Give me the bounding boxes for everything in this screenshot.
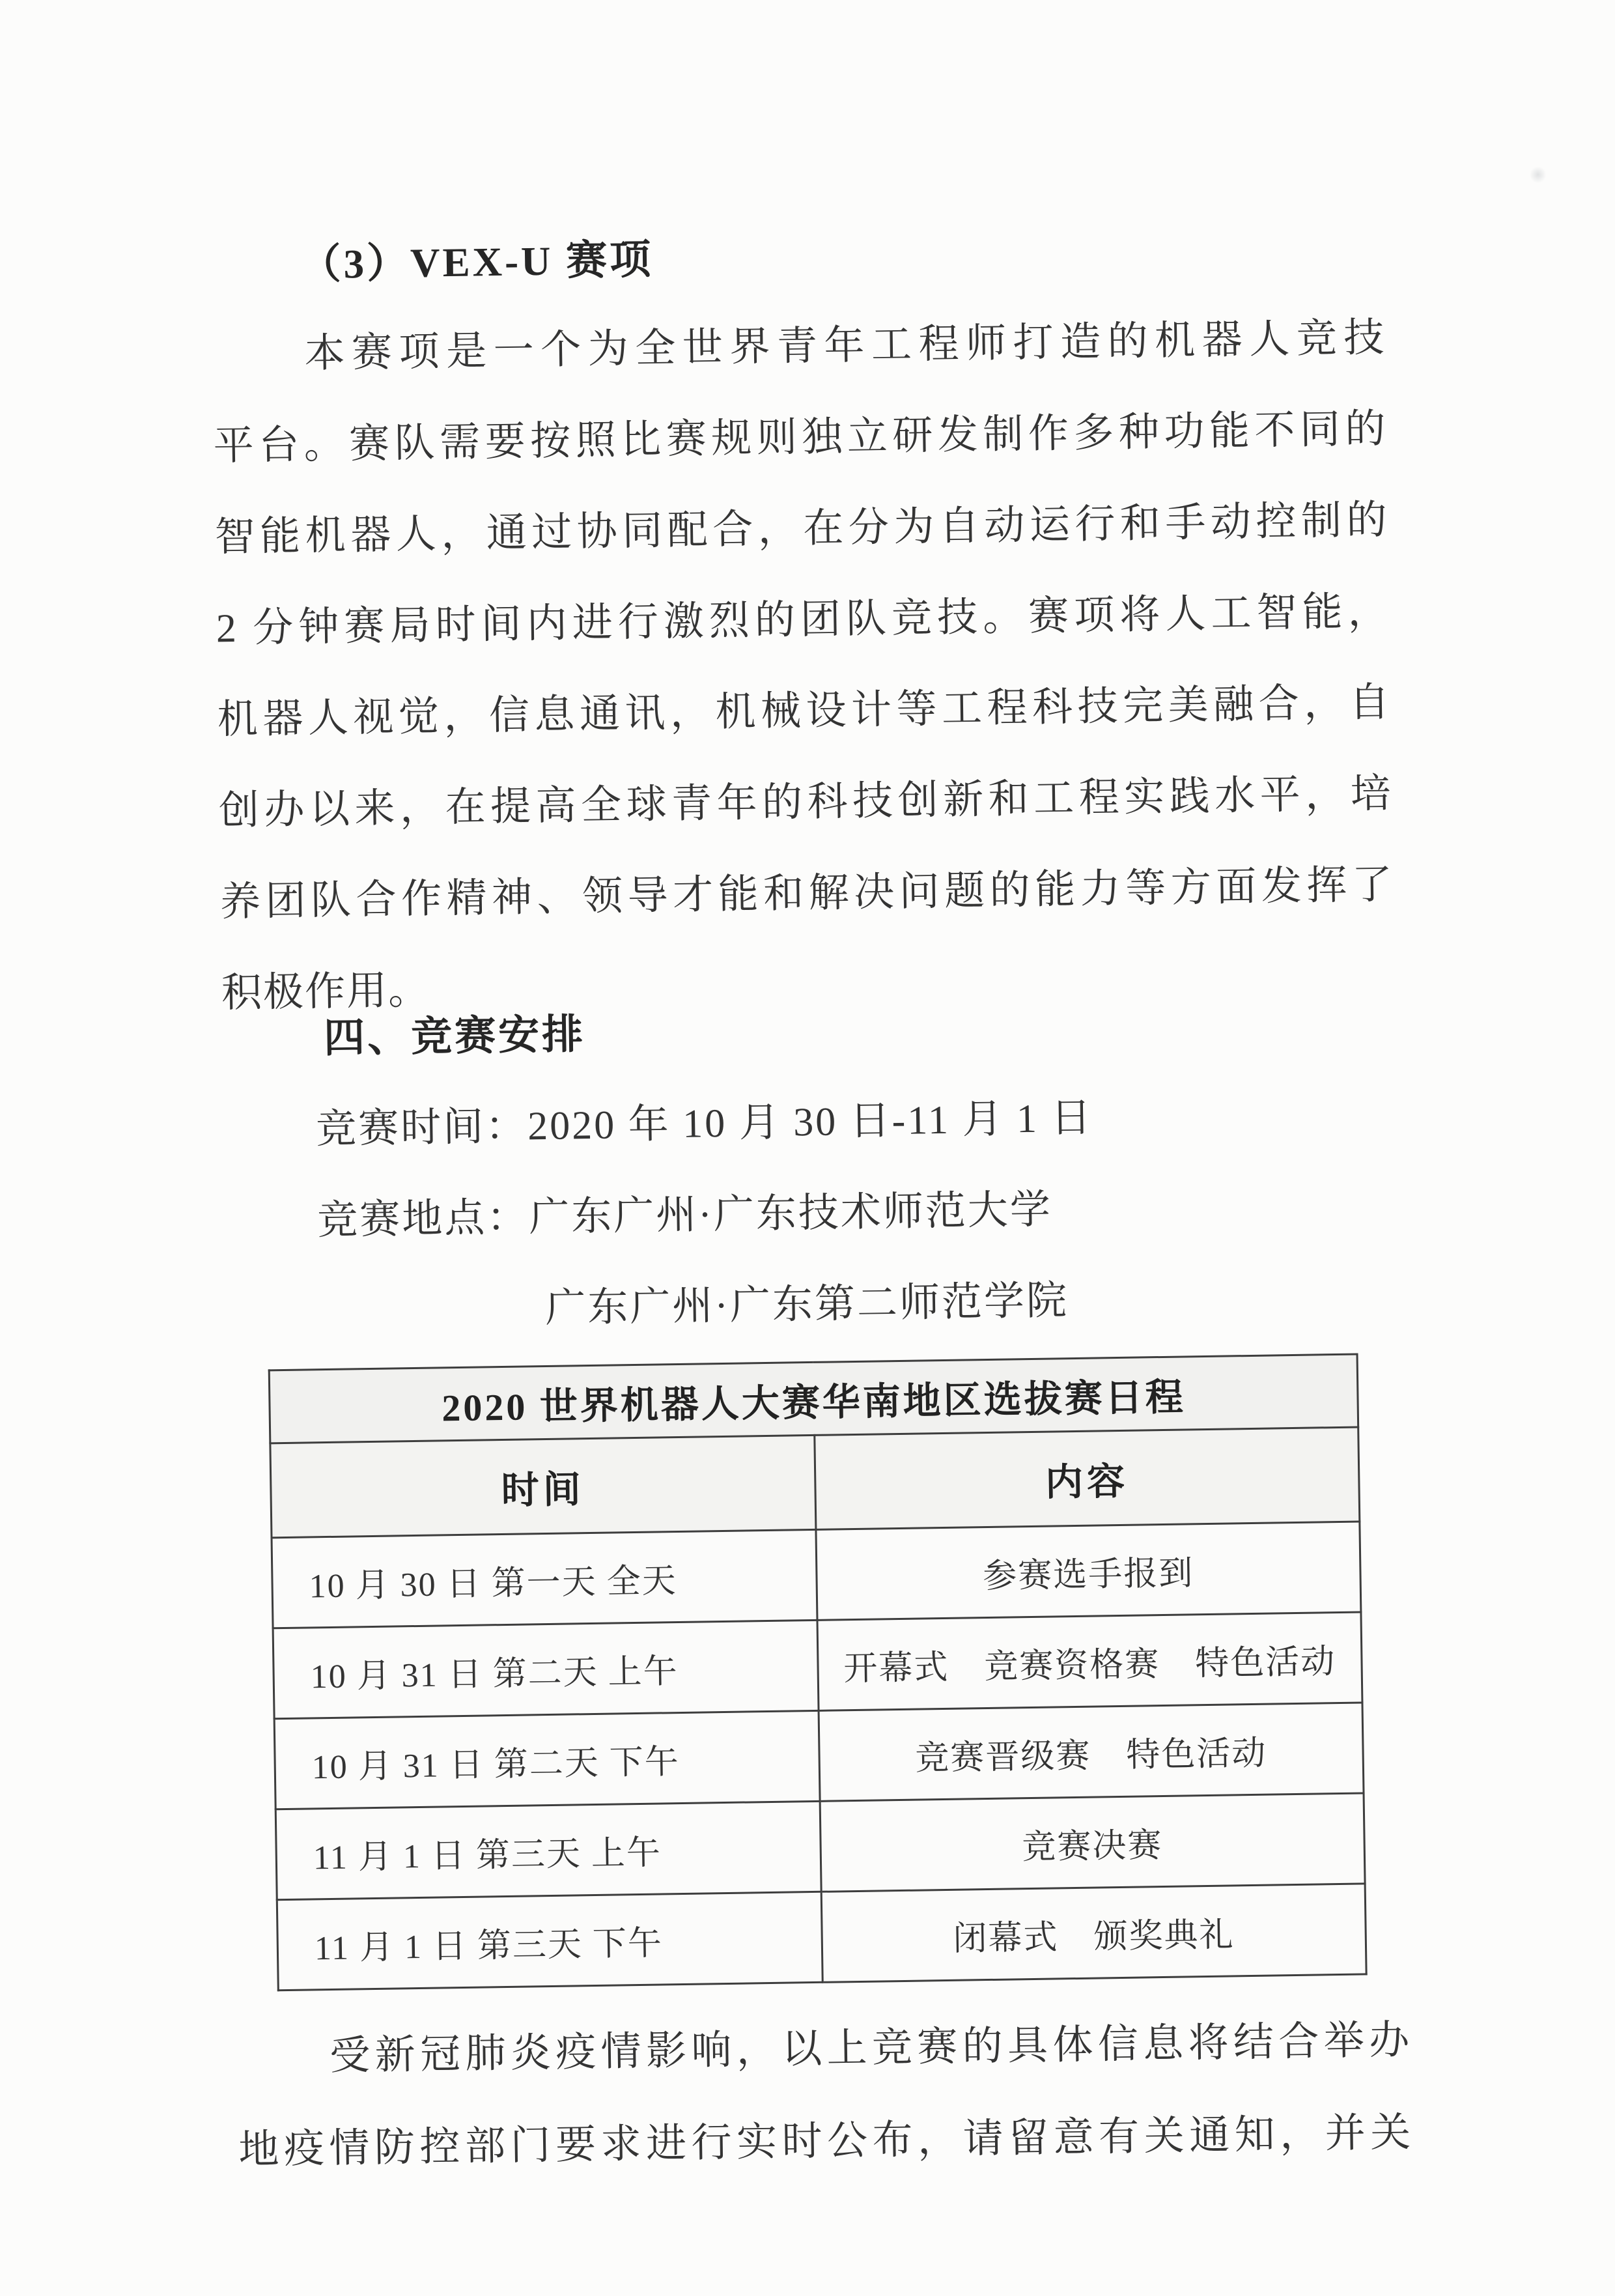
cell-time: 10 月 31 日 第二天 上午 (273, 1620, 818, 1718)
closing-paragraph-line: 地疫情防控部门要求进行实时公布，请留意有关通知，并关 (238, 2110, 1412, 2173)
cell-time: 10 月 30 日 第一天 全天 (272, 1529, 817, 1628)
cell-content: 参赛选手报到 (815, 1522, 1360, 1620)
body-paragraph-line: 2 分钟赛局时间内进行激烈的团队竞技。赛项将人工智能， (216, 589, 1390, 651)
table-row (272, 1522, 1361, 1628)
body-paragraph-line: 创办以来，在提高全球青年的科技创新和工程实践水平，培 (218, 771, 1393, 834)
closing-paragraph-line: 受新冠肺炎疫情影响，以上竞赛的具体信息将结合举办 (329, 2018, 1411, 2079)
col-header-content: 内容 (814, 1427, 1360, 1529)
cell-time: 11 月 1 日 第三天 上午 (275, 1801, 821, 1899)
table-row (275, 1793, 1365, 1900)
table-row (273, 1612, 1362, 1719)
body-paragraph-line: 智能机器人，通过协同配合，在分为自动运行和手动控制的 (214, 498, 1389, 560)
cell-time: 11 月 1 日 第三天 下午 (277, 1892, 822, 1990)
body-paragraph-line: 机器人视觉，信息通讯，机械设计等工程科技完美融合，自 (217, 680, 1392, 743)
body-paragraph-line: 积极作用。 (221, 968, 430, 1016)
cell-content: 闭幕式 颁奖典礼 (821, 1884, 1366, 1982)
scan-smudge-artifact (1529, 166, 1546, 183)
table-row (274, 1703, 1364, 1809)
schedule-table-header-row (270, 1427, 1360, 1538)
competition-time-line: 竞赛时间：2020 年 10 月 30 日-11 月 1 日 (315, 1096, 1093, 1152)
col-header-time: 时间 (270, 1435, 816, 1537)
body-paragraph-line: 本赛项是一个为全世界青年工程师打造的机器人竞技 (304, 315, 1386, 376)
cell-content: 开幕式 竞赛资格赛 特色活动 (817, 1612, 1362, 1710)
table-row (277, 1884, 1366, 1991)
schedule-table (268, 1354, 1368, 1992)
closing-paragraph (236, 1994, 1412, 2196)
schedule-table-title: 2020 世界机器人大赛华南地区选拔赛日程 (269, 1354, 1358, 1443)
cell-time: 10 月 31 日 第二天 下午 (274, 1710, 819, 1809)
body-paragraph (212, 292, 1396, 1040)
competition-location-line-1: 竞赛地点：广东广州·广东技术师范大学 (316, 1187, 1053, 1243)
cell-content: 竞赛决赛 (820, 1793, 1365, 1892)
body-paragraph-line: 养团队合作精神、领导才能和解决问题的能力等方面发挥了 (219, 862, 1394, 925)
section-4-heading: 四、竞赛安排 (323, 1012, 586, 1062)
cell-content: 竞赛晋级赛 特色活动 (819, 1703, 1364, 1801)
body-paragraph-line: 平台。赛队需要按照比赛规则独立研发制作多种功能不同的 (213, 406, 1387, 469)
section-3-heading: （3）VEX-U 赛项 (300, 236, 654, 288)
competition-location-line-2: 广东广州·广东第二师范学院 (544, 1279, 1069, 1331)
